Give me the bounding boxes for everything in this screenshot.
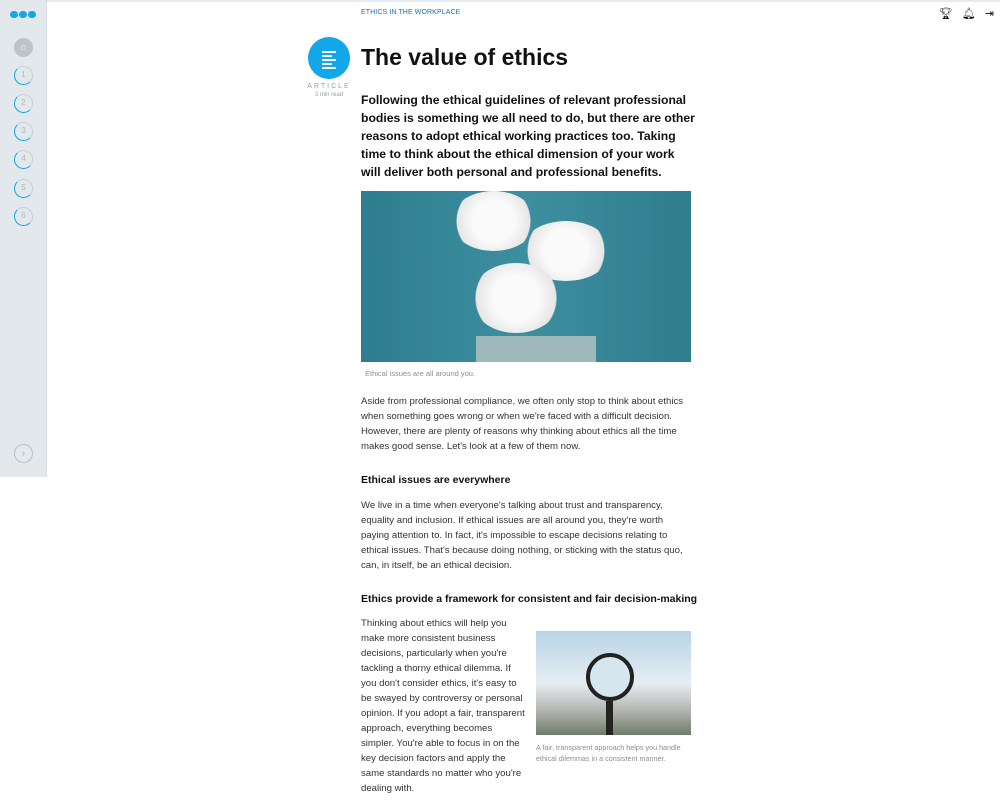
read-time: 3 min read bbox=[314, 92, 344, 98]
image-caption: A fair, transparent approach helps you handle ethical dilemmas in a consistent manner. bbox=[536, 743, 681, 763]
sidebar bbox=[0, 0, 47, 477]
step-2[interactable]: 2 bbox=[14, 94, 33, 113]
home-icon: ⌂ bbox=[20, 42, 27, 53]
top-border bbox=[0, 0, 1000, 2]
hero-image-clouds bbox=[361, 191, 691, 362]
paragraph: Thinking about ethics will help you make more consistent business decisions, particularly when you're tackling a thorny ethical dilemma. If you don't consider ethics, it's easy to be swayed by controversy or personal opinion. If you adopt a fair, transparent approach, everything becomes simpler. You're able to focus in on the key decision factors and apply the same standards no matter who you're dealing with. bbox=[361, 618, 525, 794]
logout-icon[interactable]: ⇥ bbox=[984, 8, 994, 20]
step-3[interactable]: 3 bbox=[14, 122, 33, 141]
section-heading: Ethical issues are everywhere bbox=[361, 474, 511, 486]
header-icons bbox=[939, 7, 994, 20]
next-button[interactable] bbox=[14, 444, 33, 463]
step-1[interactable]: 1 bbox=[14, 66, 33, 85]
paragraph: Aside from professional compliance, we often only stop to think about ethics when something goes wrong or when we're faced with a difficult decision. However, there are plenty of reasons why thinking about ethics all the time makes good sense. Let's look at a few of them now. bbox=[361, 396, 684, 452]
content-type-label: ARTICLE bbox=[307, 83, 351, 90]
page-title: The value of ethics bbox=[361, 44, 569, 70]
step-4[interactable]: 4 bbox=[14, 150, 33, 169]
logo[interactable] bbox=[10, 11, 36, 18]
paragraph: We live in a time when everyone's talking about trust and transparency, equality and inclusion. If ethical issues are all around you, they're worth paying attention to. In fact, it's impossible to escape decisions relating to ethical issues. That's because doing nothing, or sticking with the status quo, can, in itself, be an ethical decision. bbox=[361, 500, 683, 571]
intro-text: Following the ethical guidelines of relevant professional bodies is something we all need to do, but there are other reasons to adopt ethical working practices too. Taking time to think about the ethical dimension of your work will deliver both personal and professional benefits. bbox=[361, 93, 695, 179]
section-heading: Ethics provide a framework for consistent and fair decision-making bbox=[361, 593, 698, 605]
step-6[interactable]: 6 bbox=[14, 207, 33, 226]
chevron-right-icon: › bbox=[21, 448, 26, 459]
article-icon bbox=[308, 37, 350, 79]
hero-caption: Ethical issues are all around you. bbox=[365, 369, 476, 378]
trophy-icon[interactable]: 🏆︎ bbox=[938, 8, 953, 20]
magnifying-glass-image bbox=[536, 631, 691, 735]
home-button[interactable] bbox=[14, 38, 33, 57]
bell-icon[interactable]: 🔔︎ bbox=[961, 8, 976, 20]
breadcrumb[interactable]: ETHICS IN THE WORKPLACE bbox=[361, 9, 461, 16]
step-5[interactable]: 5 bbox=[14, 179, 33, 198]
